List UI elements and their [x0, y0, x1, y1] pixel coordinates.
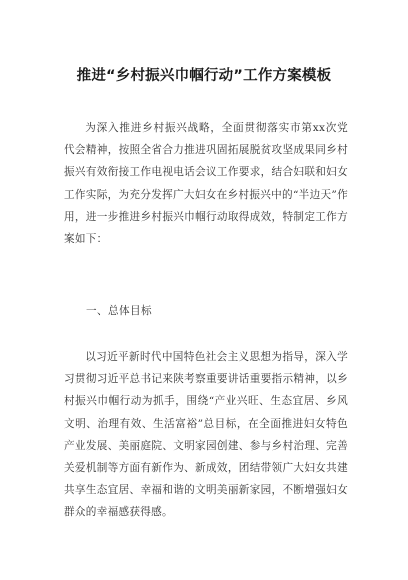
- overall-goal-paragraph: 以习近平新时代中国特色社会主义思想为指导，深入学习贯彻习近平总书记来陕考察重要讲话重要指示精神，以乡村振兴巾帼行动为抓手，围绕“产业兴旺、生态宜居、乡风文明、治理有效、生活富裕”总目标，在全面推进妇女特色产业发展、美丽庭院、文明家园创建、参与乡村治理、完善关爱机制等方面有新作为、新成效，团结带领广大妇女共建共享生态宜居、幸福和谐的文明美丽新家园，不断增强妇女群众的幸福感获得感。: [64, 351, 348, 519]
- section-heading-overall-goal: 一、总体目标: [86, 305, 152, 317]
- intro-paragraph: 为深入推进乡村振兴战略，全面贯彻落实市第xx次党代会精神，按照全省合力推进巩固拓展脱贫攻坚成果同乡村振兴有效衔接工作电视电话会议工作要求，结合妇联和妇女工作实际，为充分发挥广大妇女在乡村振兴中的“半边天”作用，进一步推进乡村振兴巾帼行动取得成效，特制定工作方案如下：: [64, 122, 348, 246]
- document-title: 推进“乡村振兴巾帼行动”工作方案模板: [76, 68, 332, 84]
